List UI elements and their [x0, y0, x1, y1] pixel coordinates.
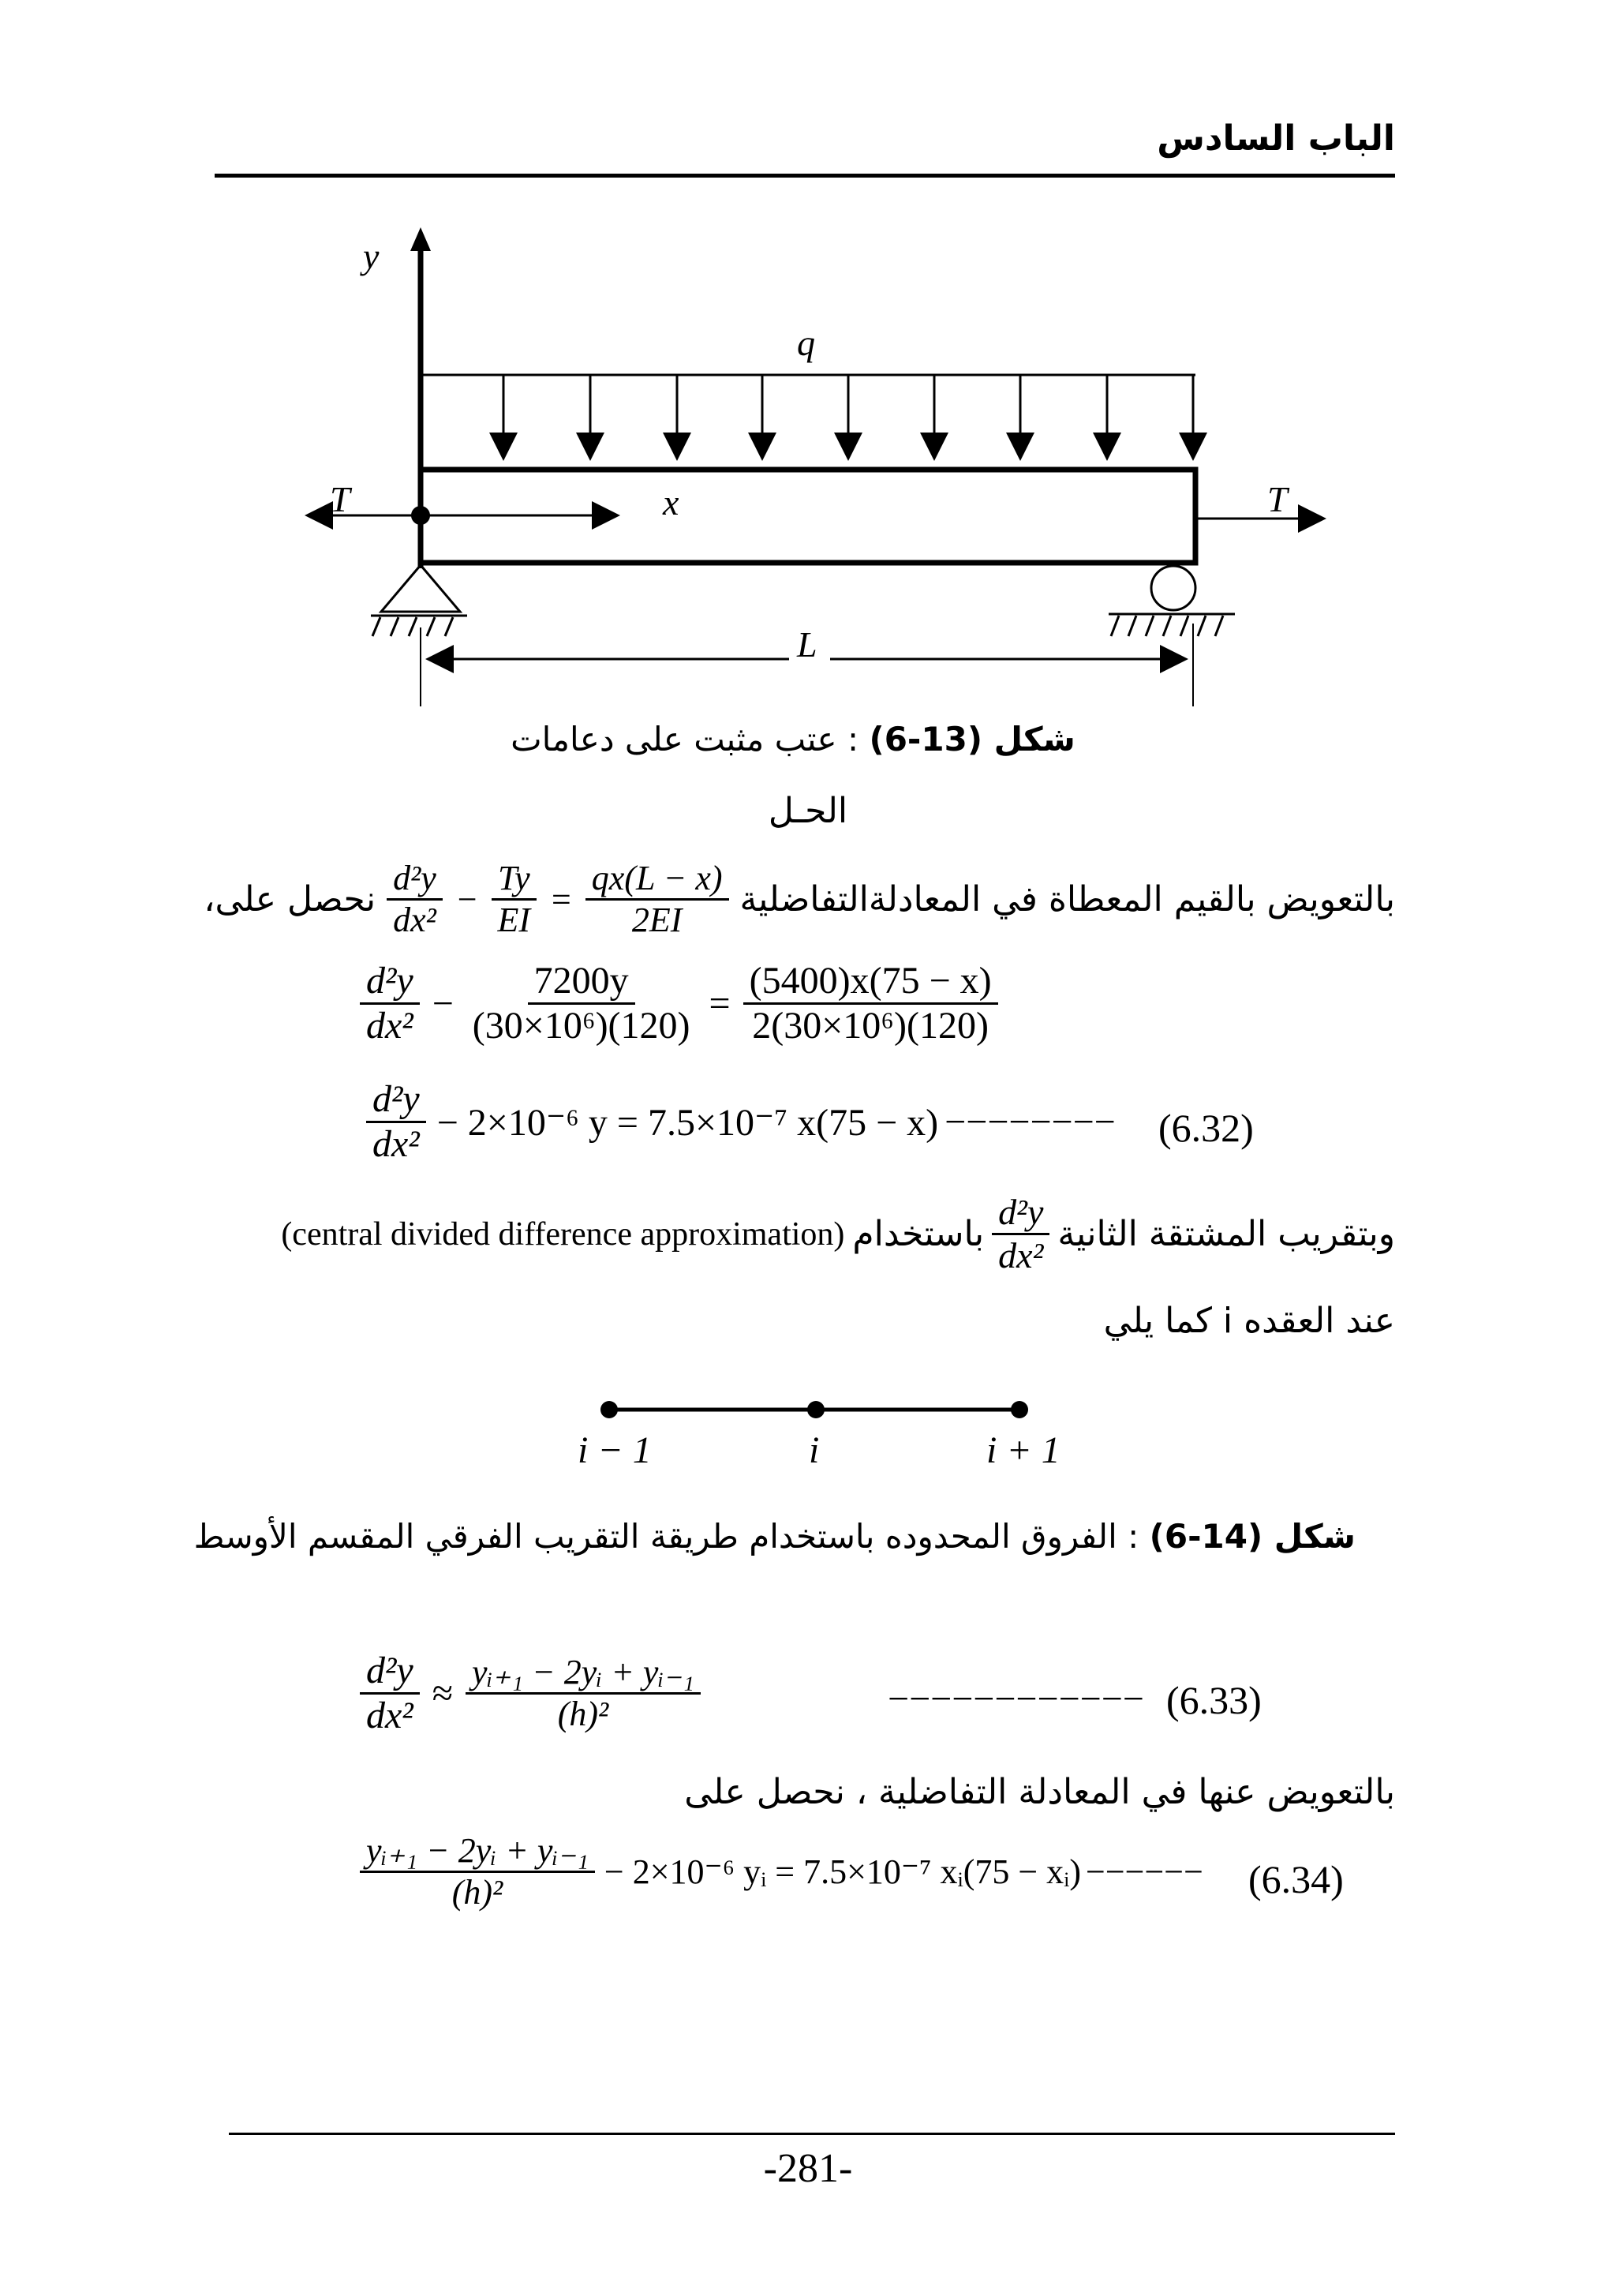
eq633-approx: ≈ — [432, 1672, 454, 1715]
node-left-dot — [600, 1401, 618, 1418]
tension-right-label: T — [1267, 479, 1288, 519]
paragraph-2-arabic: وبتقريب المشتقة الثانية — [1057, 1214, 1395, 1255]
general-rhs-num: qx(L − x) — [585, 860, 729, 901]
roller-hatch — [1111, 616, 1223, 636]
eq634-lhs-num: yᵢ₊₁ − 2yᵢ + yᵢ₋₁ — [360, 1833, 595, 1873]
node-left-label: i − 1 — [578, 1429, 652, 1471]
roller-support — [1151, 566, 1195, 610]
node-mid-label: i — [809, 1429, 820, 1471]
length-label: L — [797, 624, 817, 665]
eq632-rest: − 2×10⁻⁶ y = 7.5×10⁻⁷ x(75 − x) — [436, 1101, 939, 1144]
x-axis-label: x — [663, 482, 679, 522]
subst-mid-den: (30×10⁶)(120) — [472, 1005, 690, 1047]
figure13-caption — [473, 720, 1113, 758]
paragraph-1-after: نحصل على، — [204, 879, 376, 920]
pin-support — [381, 565, 460, 612]
tension-left-label: T — [330, 479, 350, 519]
pin-hatch — [372, 617, 453, 636]
paragraph-1-before: بالتعويض بالقيم المعطاة في المعادلةالتفاضلية — [739, 879, 1395, 920]
figure13-caption-prefix: شكل (13-6) — [869, 720, 1075, 758]
figure14-caption — [194, 1517, 1356, 1556]
footer-rule — [229, 2133, 1395, 2135]
general-lhs-num: d²y — [387, 860, 443, 901]
paragraph-4: بالتعويض عنها في المعادلة التفاضلية ، نحصل على — [684, 1772, 1395, 1812]
node-mid-dot — [807, 1401, 825, 1418]
equation-6-33-number: (6.33) — [1166, 1678, 1262, 1722]
figure13-caption-text: : عتب مثبت على دعامات — [511, 720, 859, 758]
equation-6-32-number: (6.32) — [1158, 1106, 1254, 1150]
eq634-dashes: −−−−−− — [1086, 1852, 1203, 1892]
eq633-rhs-num: yᵢ₊₁ − 2yᵢ + yᵢ₋₁ — [466, 1654, 701, 1695]
subst-rhs-num: (5400)x(75 − x) — [743, 961, 998, 1005]
subst-mid-num: 7200y — [528, 961, 635, 1005]
eq633-lhs-num: d²y — [360, 1651, 420, 1695]
solution-heading: الحـل — [768, 791, 848, 831]
y-axis-label: y — [363, 236, 380, 276]
paragraph-3: عند العقده i كما يلي — [1103, 1301, 1395, 1341]
load-arrows — [503, 375, 1193, 456]
eq633-dashes: −−−−−−−−−−−− — [888, 1678, 1144, 1720]
figure14-caption-prefix: شكل (14-6) — [1149, 1517, 1356, 1556]
figure14-caption-text: : الفروق المحدوده باستخدام طريقة التقريب الفرقي المقسم الأوسط — [193, 1517, 1139, 1556]
page-number: -281- — [763, 2146, 853, 2191]
para2-frac-den: dx² — [998, 1235, 1044, 1276]
eq634-lhs-den: (h)² — [451, 1873, 503, 1912]
eq632-dashes: −−−−−−−− — [945, 1101, 1116, 1144]
paragraph-2-after-frac: باستخدام — [852, 1214, 985, 1255]
load-label: q — [797, 323, 815, 363]
y-axis-arrowhead — [410, 227, 431, 251]
subst-lhs-den: dx² — [366, 1005, 413, 1047]
subst-lhs-num: d²y — [360, 961, 420, 1005]
eq632-lhs-den: dx² — [372, 1123, 420, 1166]
node-right-dot — [1011, 1401, 1028, 1418]
eq632-lhs-num: d²y — [366, 1080, 426, 1123]
chapter-title: الباب السادس — [1157, 118, 1395, 159]
subst-rhs-den: 2(30×10⁶)(120) — [752, 1005, 989, 1047]
equation-6-32 — [361, 1080, 1116, 1165]
node-right-label: i + 1 — [986, 1429, 1060, 1471]
equation-6-34 — [355, 1833, 1203, 1911]
eq633-lhs-den: dx² — [366, 1695, 413, 1737]
substituted-equation: $\frac{\text{d²y}}{\text{dx²}}$ − $\frac{7200y}{\text{(30×10⁶)(120)}}$ = $\frac{(5400)x(75 - x)}{\text{2(30×10⁶)(120)}}$ — [355, 961, 1003, 1047]
beam-figure — [0, 0, 1616, 710]
equation-6-34-number: (6.34) — [1248, 1857, 1344, 1901]
general-mid-den: EI — [497, 901, 531, 940]
general-rhs-den: 2EI — [631, 901, 683, 940]
equation-6-33 — [355, 1651, 705, 1736]
paragraph-2-english: (central divided difference approximation) — [281, 1215, 845, 1253]
general-mid-num: Ty — [492, 860, 537, 901]
eq634-rest: − 2×10⁻⁶ yᵢ = 7.5×10⁻⁷ xᵢ(75 − xᵢ) — [604, 1852, 1082, 1892]
general-equation: $\frac{\text{d²y}}{\text{dx²}}$ − $\frac{Ty}{EI}$ = $\frac{qx(L - x)}{2EI}$ — [382, 860, 733, 938]
paragraph-1 — [204, 859, 1395, 940]
para2-frac-num: d²y — [992, 1193, 1049, 1235]
eq633-rhs-den: (h)² — [557, 1695, 609, 1734]
paragraph-2 — [229, 1193, 1395, 1275]
general-lhs-den: dx² — [393, 901, 436, 940]
